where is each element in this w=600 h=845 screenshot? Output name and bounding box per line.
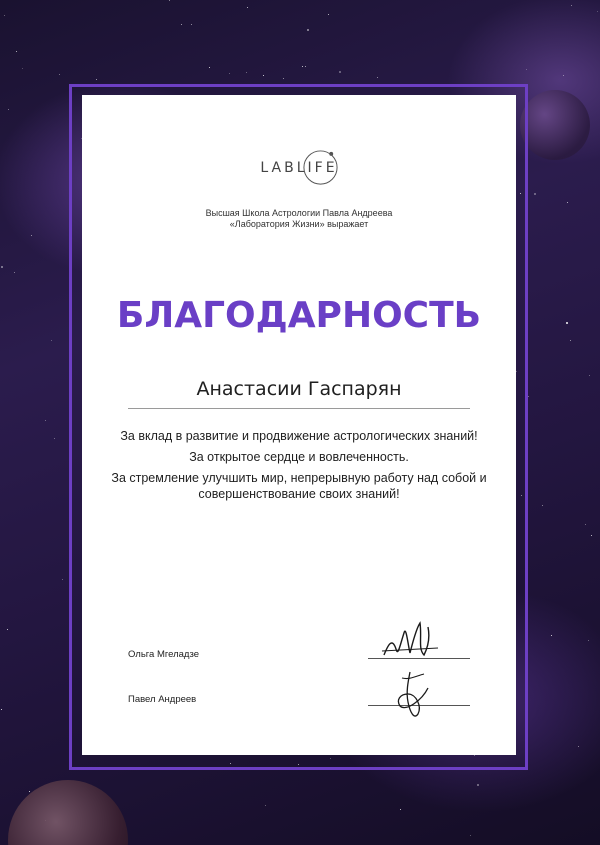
star-dot <box>591 535 592 536</box>
gratitude-paragraph-2: За открытое сердце и вовлеченность. <box>189 450 409 464</box>
planet-decoration <box>520 90 590 160</box>
logo-text: LABLIFE <box>260 160 338 176</box>
star-dot <box>51 340 52 341</box>
star-dot <box>1 709 2 710</box>
star-dot <box>377 77 378 78</box>
star-dot <box>209 67 210 68</box>
star-dot <box>54 438 55 439</box>
star-dot <box>400 809 401 810</box>
certificate-card <box>82 95 516 755</box>
signature-2 <box>388 670 438 725</box>
star-dot <box>16 51 17 52</box>
star-dot <box>263 75 264 76</box>
star-dot <box>526 69 527 70</box>
star-dot <box>31 235 32 236</box>
star-dot <box>305 66 306 67</box>
gratitude-text <box>102 428 496 507</box>
gratitude-paragraph-3: За стремление улучшить мир, непрерывную работу над собой и совершенствование своих знаний! <box>111 471 487 501</box>
star-dot <box>567 202 568 203</box>
school-line-1: Высшая Школа Астрологии Павла Андреева <box>205 208 393 218</box>
star-dot <box>246 72 247 73</box>
star-dot <box>96 79 97 80</box>
star-dot <box>7 629 8 630</box>
star-dot <box>4 15 5 16</box>
logo <box>82 159 516 177</box>
star-dot <box>589 375 590 376</box>
star-dot <box>585 524 586 525</box>
gratitude-paragraph-1: За вклад в развитие и продвижение астрологических знаний! <box>120 429 478 443</box>
star-dot <box>563 75 564 76</box>
recipient-name: Анастасии Гаспарян <box>196 378 402 400</box>
star-dot <box>570 340 571 341</box>
star-dot <box>59 74 60 75</box>
star-dot <box>578 746 579 747</box>
signature-1 <box>378 615 448 665</box>
star-dot <box>571 5 572 6</box>
star-dot <box>470 835 471 836</box>
star-dot <box>14 272 15 273</box>
school-intro <box>82 208 516 230</box>
star-dot <box>247 7 248 8</box>
recipient-underline <box>128 408 470 409</box>
star-dot <box>1 266 3 268</box>
star-dot <box>588 640 589 641</box>
star-dot <box>265 805 266 806</box>
star-dot <box>566 322 568 324</box>
star-dot <box>302 66 303 67</box>
certificate-title: БЛАГОДАРНОСТЬ <box>116 295 482 336</box>
star-dot <box>8 109 9 110</box>
star-dot <box>339 71 341 73</box>
star-dot <box>528 396 529 397</box>
star-dot <box>477 784 479 786</box>
logo-ring-icon <box>301 148 340 187</box>
star-dot <box>542 505 543 506</box>
star-dot <box>62 579 63 580</box>
star-dot <box>283 78 284 79</box>
star-dot <box>551 635 552 636</box>
star-dot <box>229 73 230 74</box>
planet-decoration <box>8 780 128 845</box>
star-dot <box>181 24 182 25</box>
star-dot <box>191 24 192 25</box>
signatory-name-1: Ольга Мгеладзе <box>128 649 199 660</box>
star-dot <box>169 0 170 1</box>
star-dot <box>45 420 46 421</box>
star-dot <box>307 29 309 31</box>
star-dot <box>22 68 23 69</box>
star-dot <box>29 791 30 792</box>
school-line-2: «Лаборатория Жизни» выражает <box>229 219 369 229</box>
star-dot <box>328 14 329 15</box>
star-dot <box>534 193 536 195</box>
signatory-name-2: Павел Андреев <box>128 694 197 705</box>
star-dot <box>597 11 598 12</box>
